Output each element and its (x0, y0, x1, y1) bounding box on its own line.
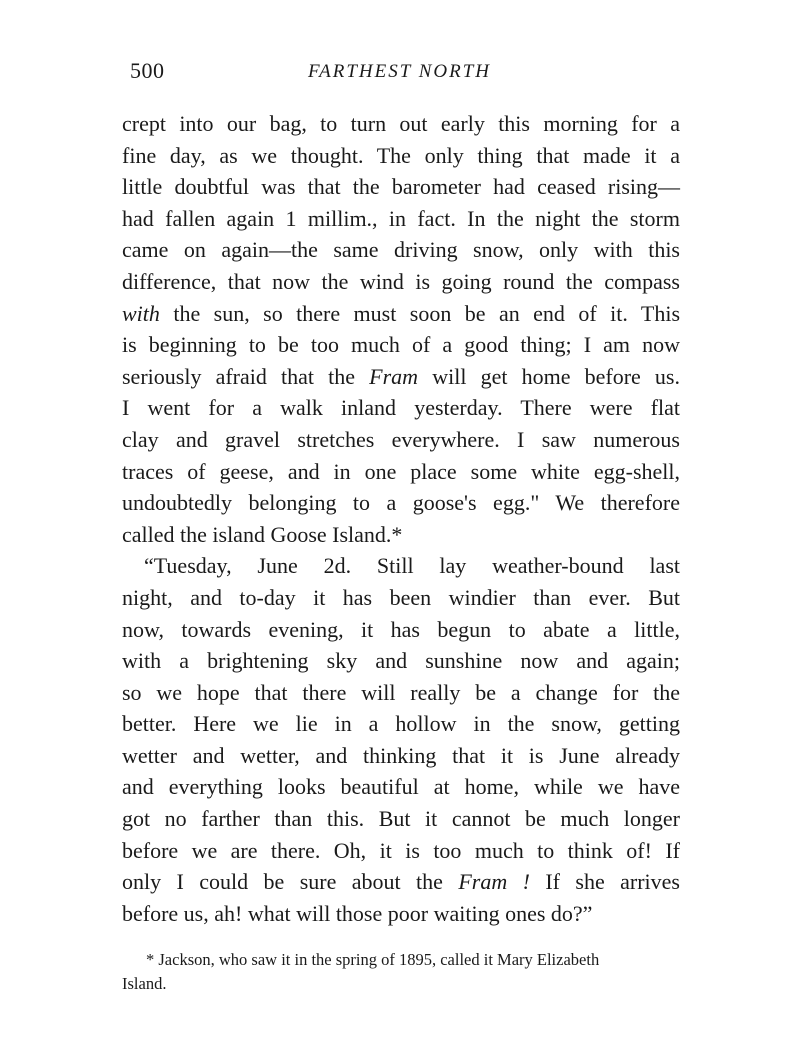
italic-word: with (122, 300, 160, 326)
text-line: is beginning to be too much of a good thing; I am now (122, 332, 680, 358)
page-number: 500 (130, 58, 165, 83)
text-line: before we are there. Oh, it is too much to think of! If (122, 837, 680, 863)
text-line: called the island Goose Island.* (122, 521, 403, 547)
text-line: only I could be sure about the Fram ! If she arrives (122, 869, 680, 895)
text-line: fine day, as we thought. The only thing that made it a (122, 142, 680, 168)
text-line: little doubtful was that the barometer had ceased rising— (122, 174, 680, 200)
text-line: “Tuesday, June 2d. Still lay weather-bound last (144, 553, 680, 579)
text-line: and everything looks beautiful at home, while we have (122, 774, 680, 800)
text-line: before us, ah! what will those poor waiting ones do?” (122, 900, 593, 926)
italic-ship-name: Fram (369, 363, 419, 389)
text-line: night, and to-day it has been windier than ever. But (122, 584, 680, 610)
text-line: difference, that now the wind is going round the compass (122, 268, 680, 294)
footnote (122, 948, 680, 996)
page-header (130, 58, 682, 88)
footnote-line: Island. (122, 974, 167, 993)
italic-ship-name: Fram ! (458, 869, 530, 895)
body-text (122, 108, 680, 929)
text-line: traces of geese, and in one place some white egg-shell, (122, 458, 680, 484)
running-head: FARTHEST NORTH (308, 61, 492, 82)
text-line: had fallen again 1 millim., in fact. In the night the storm (122, 205, 680, 231)
text-line: better. Here we lie in a hollow in the snow, getting (122, 711, 680, 737)
text-line: came on again—the same driving snow, only with this (122, 237, 680, 263)
text-line: undoubtedly belonging to a goose's egg." We therefore (122, 490, 680, 516)
text-line: seriously afraid that the Fram will get home before us. (122, 363, 680, 389)
text-line: I went for a walk inland yesterday. There were flat (122, 395, 680, 421)
text-line: clay and gravel stretches everywhere. I saw numerous (122, 426, 680, 452)
text-line: got no farther than this. But it cannot be much longer (122, 806, 680, 832)
text-line: crept into our bag, to turn out early this morning for a (122, 111, 680, 136)
text-line: so we hope that there will really be a change for the (122, 679, 680, 705)
text-line: now, towards evening, it has begun to abate a little, (122, 616, 680, 642)
text-line: with a brightening sky and sunshine now and again; (122, 648, 680, 674)
text-line: with the sun, so there must soon be an end of it. This (122, 300, 680, 326)
text-line: wetter and wetter, and thinking that it is June already (122, 742, 680, 768)
footnote-line: * Jackson, who saw it in the spring of 1895, called it Mary Elizabeth (146, 950, 600, 969)
